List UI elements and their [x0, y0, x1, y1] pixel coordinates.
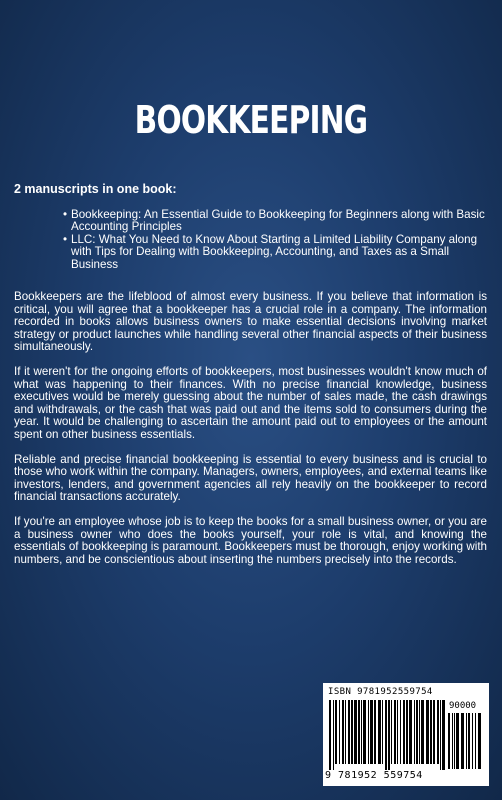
barcode-bar [378, 700, 381, 764]
barcode-bar [391, 700, 392, 764]
barcode-bar [348, 700, 350, 764]
barcode-bar [409, 700, 412, 764]
description-paragraph: Reliable and precise financial bookkeeping is essential to every business and is crucial to those who work within the company. Managers, owners, employees, and external teams like investors, lenders, and government agencies all rely heavily on the bookkeeper to record financial transactions accurately. [14, 452, 487, 503]
barcode-bar [335, 700, 337, 764]
barcode-bar [354, 700, 357, 764]
barcode-bar [339, 700, 340, 764]
price-code: 90000 [449, 701, 477, 711]
barcode-bar [475, 713, 476, 769]
barcode-bar [466, 713, 467, 769]
barcode-bar [333, 700, 334, 770]
manuscripts-heading: 2 manuscripts in one book: [14, 182, 177, 196]
description-paragraph: If it weren't for the ongoing efforts of bookkeepers, most businesses wouldn't know much of what was happening to their finances. With no precise financial knowledge, business executives would be merely guessing about the number of sales made, the cash drawings and withdrawals, or the cash that was paid out and the items sold to consumers during the year. It would be challenging to ascertain the amount paid out to employees or the amount spent on other business essentials. [14, 365, 487, 441]
manuscript-list [14, 209, 487, 272]
supplemental-barcode-bars [448, 713, 484, 769]
barcode-bar [329, 700, 331, 770]
barcode-bar [416, 700, 418, 764]
manuscript-item: • LLC: What You Need to Know About Starting a Limited Liability Company along with Tips for Dealing with Bookkeeping, Accounting, and Taxes as a Small Business [63, 234, 487, 272]
barcode-bar [363, 700, 366, 764]
barcode-bar [400, 700, 401, 764]
isbn-digits: 9 781952 559754 [325, 770, 423, 781]
barcode-bar [342, 700, 344, 764]
barcode-bars [329, 700, 445, 770]
barcode-bar [448, 713, 450, 769]
barcode-bar [419, 700, 420, 764]
barcode-bar [426, 700, 429, 764]
barcode-bar [421, 700, 424, 764]
barcode-bar [468, 713, 470, 769]
manuscript-item: • Bookkeeping: An Essential Guide to Bookkeeping for Beginners along with Basic Accounting Principles [63, 209, 487, 234]
barcode-bar [461, 713, 464, 769]
barcode-bar [388, 700, 390, 770]
barcode-bar [361, 700, 362, 764]
barcode-bar [456, 713, 459, 769]
description-paragraph: If you're an employee whose job is to keep the books for a small business owner, or you are a business owner who does the books yourself, your role is vital, and knowing the essentials of bookkeeping is paramount. Bookkeepers must be thorough, enjoy working with numbers, and be conscientious about inserting the numbers precisely into the records. [14, 515, 487, 566]
barcode-bar [394, 700, 396, 764]
barcode-bar [454, 713, 455, 769]
description-paragraph: Bookkeepers are the lifeblood of almost every business. If you believe that information is critical, you will agree that a bookkeeper has a crucial role in a company. The information recorded in books allows business owners to make essential decisions involving market strategy or product launches while handling several other financial aspects of their business simultaneously. [14, 290, 487, 353]
barcode-bar [397, 700, 398, 764]
barcode-bar [452, 713, 453, 769]
barcode-bar [414, 700, 415, 764]
barcode-bar [385, 700, 387, 770]
barcode-bar [382, 700, 383, 764]
barcode-bar [437, 700, 439, 764]
barcode-bar [374, 700, 376, 764]
barcode-bar [368, 700, 369, 764]
barcode-bar [430, 700, 432, 764]
book-title: BOOKKEEPING [134, 98, 368, 142]
barcode-bar [442, 700, 445, 770]
back-cover-text [14, 183, 487, 579]
barcode-bar [406, 700, 408, 764]
isbn-barcode [323, 683, 489, 786]
barcode-bar [472, 713, 473, 769]
barcode-bar [433, 700, 435, 764]
isbn-label: ISBN 9781952559754 [328, 687, 433, 697]
barcode-bar [478, 713, 481, 769]
barcode-bar [370, 700, 373, 764]
barcode-bar [358, 700, 360, 764]
barcode-bar [440, 700, 441, 770]
barcode-bar [403, 700, 405, 764]
barcode-bar [351, 700, 353, 764]
barcode-bar [345, 700, 346, 764]
